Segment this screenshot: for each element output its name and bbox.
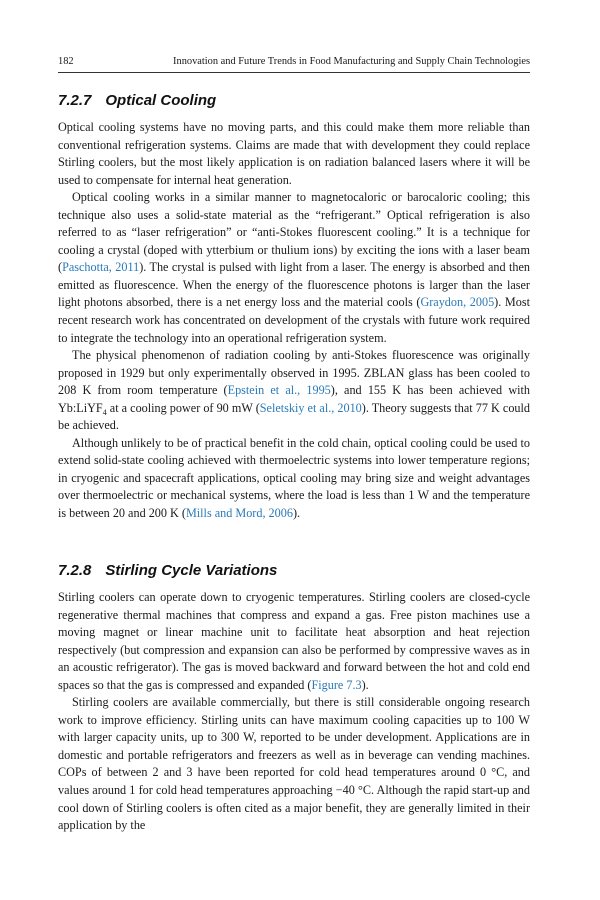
section-title: Optical Cooling bbox=[105, 92, 217, 109]
paragraph: Stirling coolers are available commercially, but there is still considerable ongoing research work to improve efficiency. Stirling units can have maximum cooling capacities up to 100 W with larger capacity units, up to 300 W, reported to be under development. Applications are in domestic and portable refrigerators and freezers as well as in beverage can vending machines. COPs of between 2 and 3 have been reported for cold head temperatures around 0 °C, and values around 1 for cold head temperatures approaching −40 °C. Although the rapid start-up and cool down of Stirling coolers is often cited as a major benefit, they are generally limited in their application by the bbox=[58, 695, 530, 833]
paragraph: Although unlikely to be of practical benefit in the cold chain, optical cooling could be used to extend solid-state cooling achieved with thermoelectric systems into lower temperature regions; in cryogenic and spacecraft applications, optical cooling may bring size and weight advantages over thermoelectric or mechanical systems, where the load is less than 1 W and the temperature is between 20 and 200 K (Mills and Mord, 2006). bbox=[58, 435, 530, 521]
paragraph: Stirling coolers can operate down to cryogenic temperatures. Stirling coolers are closed-cycle regenerative thermal machines that compress and expand a gas. Free piston machines use a moving magnet or linear machine unit to facilitate heat absorption and heat rejection respectively (but compression and expansion can also be performed by compressive waves as in an acoustic refrigerator). The gas is moved backward and forward between the hot and cold end spaces so that the gas is compressed and expanded (Figure 7.3). bbox=[58, 590, 530, 692]
section-number: 7.2.7 bbox=[58, 92, 92, 109]
citation-link[interactable]: Graydon, 2005 bbox=[420, 295, 495, 310]
header-rule bbox=[58, 72, 530, 73]
section-number: 7.2.8 bbox=[58, 562, 92, 579]
paragraph: Optical cooling systems have no moving parts, and this could make them more reliable than conventional refrigeration systems. Claims are made that with development they could replace Stirling coolers, but the most likely application is on radiation balanced lasers where it will be used to compensate for internal heat generation. bbox=[58, 120, 530, 187]
citation-link[interactable]: Epstein et al., 1995 bbox=[227, 383, 331, 398]
paragraph: The physical phenomenon of radiation cooling by anti-Stokes fluorescence was originally proposed in 1929 but only experimentally observed in 1995. ZBLAN glass has been cooled to 208 K from room temperature (Epstein et al., 1995), and 155 K has been achieved with Yb:LiYF$_4$ at a cooling power of 90 mW (Seletskiy et al., 2010). Theory suggests that 77 K could be achieved. bbox=[58, 348, 530, 433]
section-heading-stirling-cycle bbox=[58, 562, 277, 579]
subscript: 4 bbox=[102, 407, 107, 417]
page-number: 182 bbox=[58, 56, 74, 67]
figure-link[interactable]: Figure 7.3 bbox=[311, 677, 362, 692]
section-body-optical-cooling bbox=[58, 119, 530, 523]
section-body-stirling-cycle bbox=[58, 589, 530, 835]
citation-link[interactable]: Seletskiy et al., 2010 bbox=[259, 400, 362, 415]
paragraph: Optical cooling works in a similar manner to magnetocaloric or barocaloric cooling; this technique also uses a solid-state material as the “refrigerant.” Optical refrigeration is also referred to as “laser refrigeration” or “anti-Stokes fluorescent cooling.” It is a technique for cooling a crystal (doped with ytterbium or thulium ions) by exciting the ions with a laser beam (Paschotta, 2011). The crystal is pulsed with light from a laser. The energy is absorbed and then emitted as fluorescence. When the energy of the fluorescence photons is larger than the laser light photons absorbed, there is a net energy loss and the material cools (Graydon, 2005). Most recent research work has concentrated on development of the crystals with future work required to integrate the technology into an operational refrigeration system. bbox=[58, 190, 530, 345]
section-heading-optical-cooling bbox=[58, 92, 216, 109]
citation-link[interactable]: Mills and Mord, 2006 bbox=[185, 506, 293, 521]
citation-link[interactable]: Paschotta, 2011 bbox=[62, 260, 140, 275]
section-title: Stirling Cycle Variations bbox=[105, 562, 278, 579]
running-title: Innovation and Future Trends in Food Manufacturing and Supply Chain Technologies bbox=[173, 56, 530, 67]
